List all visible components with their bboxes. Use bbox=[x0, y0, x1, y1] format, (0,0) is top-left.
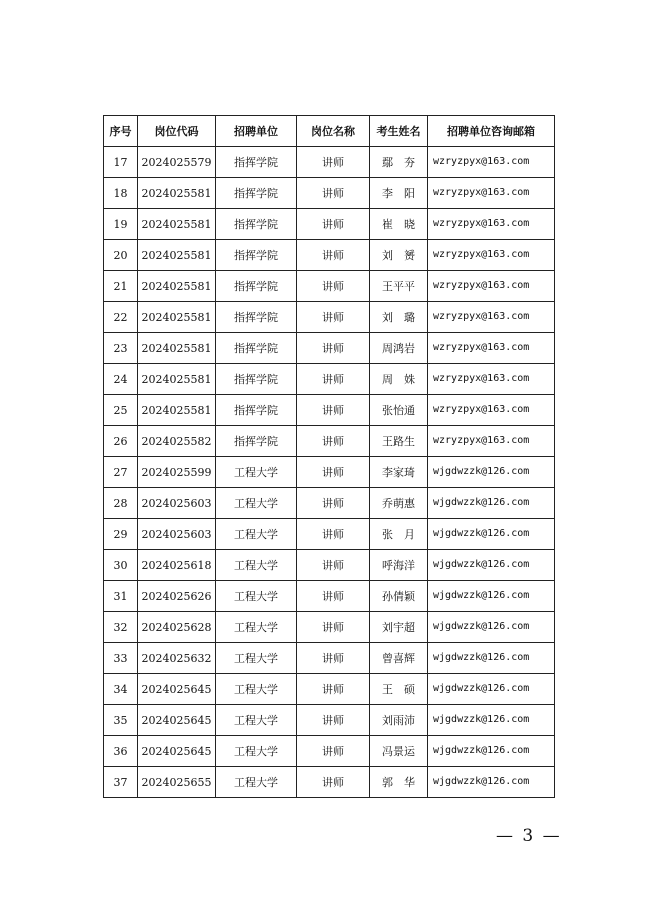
cell-candidate-name: 冯景运 bbox=[370, 736, 428, 767]
cell-contact-email: wzryzpyx@163.com bbox=[428, 333, 555, 364]
cell-candidate-name: 孙倩颖 bbox=[370, 581, 428, 612]
cell-recruiting-unit: 工程大学 bbox=[216, 705, 297, 736]
cell-serial-number: 18 bbox=[104, 178, 138, 209]
cell-position-name: 讲师 bbox=[297, 302, 370, 333]
cell-candidate-name: 刘雨沛 bbox=[370, 705, 428, 736]
cell-position-code: 2024025603 bbox=[138, 519, 216, 550]
cell-recruiting-unit: 工程大学 bbox=[216, 612, 297, 643]
cell-position-name: 讲师 bbox=[297, 612, 370, 643]
cell-position-code: 2024025645 bbox=[138, 705, 216, 736]
cell-position-name: 讲师 bbox=[297, 643, 370, 674]
cell-contact-email: wjgdwzzk@126.com bbox=[428, 767, 555, 798]
table-row bbox=[104, 426, 555, 457]
table-row bbox=[104, 705, 555, 736]
cell-serial-number: 19 bbox=[104, 209, 138, 240]
cell-position-name: 讲师 bbox=[297, 178, 370, 209]
table-row bbox=[104, 178, 555, 209]
table-row bbox=[104, 736, 555, 767]
cell-recruiting-unit: 工程大学 bbox=[216, 674, 297, 705]
table-row bbox=[104, 488, 555, 519]
cell-contact-email: wjgdwzzk@126.com bbox=[428, 736, 555, 767]
cell-serial-number: 23 bbox=[104, 333, 138, 364]
cell-contact-email: wzryzpyx@163.com bbox=[428, 209, 555, 240]
cell-position-name: 讲师 bbox=[297, 333, 370, 364]
cell-position-code: 2024025655 bbox=[138, 767, 216, 798]
cell-serial-number: 33 bbox=[104, 643, 138, 674]
cell-contact-email: wzryzpyx@163.com bbox=[428, 240, 555, 271]
table-row bbox=[104, 550, 555, 581]
page-number: — 3 — bbox=[496, 826, 562, 846]
cell-position-name: 讲师 bbox=[297, 240, 370, 271]
cell-contact-email: wjgdwzzk@126.com bbox=[428, 519, 555, 550]
candidate-table bbox=[103, 115, 555, 798]
cell-position-code: 2024025581 bbox=[138, 240, 216, 271]
table-row bbox=[104, 209, 555, 240]
cell-candidate-name: 李 阳 bbox=[370, 178, 428, 209]
cell-serial-number: 34 bbox=[104, 674, 138, 705]
cell-contact-email: wzryzpyx@163.com bbox=[428, 147, 555, 178]
cell-position-code: 2024025618 bbox=[138, 550, 216, 581]
cell-candidate-name: 张 月 bbox=[370, 519, 428, 550]
cell-position-name: 讲师 bbox=[297, 395, 370, 426]
table-row bbox=[104, 364, 555, 395]
cell-position-name: 讲师 bbox=[297, 271, 370, 302]
cell-serial-number: 32 bbox=[104, 612, 138, 643]
cell-serial-number: 27 bbox=[104, 457, 138, 488]
cell-recruiting-unit: 工程大学 bbox=[216, 581, 297, 612]
table-row bbox=[104, 457, 555, 488]
cell-serial-number: 30 bbox=[104, 550, 138, 581]
cell-recruiting-unit: 指挥学院 bbox=[216, 147, 297, 178]
cell-position-code: 2024025626 bbox=[138, 581, 216, 612]
cell-serial-number: 22 bbox=[104, 302, 138, 333]
cell-contact-email: wjgdwzzk@126.com bbox=[428, 674, 555, 705]
table-row bbox=[104, 612, 555, 643]
cell-candidate-name: 李家琦 bbox=[370, 457, 428, 488]
cell-contact-email: wzryzpyx@163.com bbox=[428, 302, 555, 333]
cell-serial-number: 25 bbox=[104, 395, 138, 426]
cell-candidate-name: 王 硕 bbox=[370, 674, 428, 705]
cell-contact-email: wzryzpyx@163.com bbox=[428, 271, 555, 302]
cell-position-code: 2024025628 bbox=[138, 612, 216, 643]
cell-serial-number: 24 bbox=[104, 364, 138, 395]
header-position-name: 岗位名称 bbox=[297, 116, 370, 147]
cell-contact-email: wzryzpyx@163.com bbox=[428, 426, 555, 457]
cell-recruiting-unit: 工程大学 bbox=[216, 643, 297, 674]
cell-contact-email: wjgdwzzk@126.com bbox=[428, 643, 555, 674]
cell-serial-number: 20 bbox=[104, 240, 138, 271]
cell-candidate-name: 王路生 bbox=[370, 426, 428, 457]
cell-position-code: 2024025581 bbox=[138, 271, 216, 302]
table-row bbox=[104, 271, 555, 302]
cell-position-code: 2024025645 bbox=[138, 674, 216, 705]
cell-serial-number: 31 bbox=[104, 581, 138, 612]
cell-candidate-name: 郭 华 bbox=[370, 767, 428, 798]
cell-position-code: 2024025579 bbox=[138, 147, 216, 178]
cell-recruiting-unit: 工程大学 bbox=[216, 457, 297, 488]
table-row bbox=[104, 767, 555, 798]
candidate-table-container bbox=[103, 115, 554, 798]
cell-position-code: 2024025581 bbox=[138, 364, 216, 395]
cell-recruiting-unit: 指挥学院 bbox=[216, 240, 297, 271]
cell-recruiting-unit: 工程大学 bbox=[216, 488, 297, 519]
cell-candidate-name: 呼海洋 bbox=[370, 550, 428, 581]
cell-contact-email: wjgdwzzk@126.com bbox=[428, 550, 555, 581]
cell-contact-email: wjgdwzzk@126.com bbox=[428, 612, 555, 643]
cell-serial-number: 29 bbox=[104, 519, 138, 550]
cell-position-name: 讲师 bbox=[297, 147, 370, 178]
header-contact-email: 招聘单位咨询邮箱 bbox=[428, 116, 555, 147]
cell-position-name: 讲师 bbox=[297, 426, 370, 457]
cell-candidate-name: 刘 璐 bbox=[370, 302, 428, 333]
cell-candidate-name: 曾喜辉 bbox=[370, 643, 428, 674]
header-recruiting-unit: 招聘单位 bbox=[216, 116, 297, 147]
cell-recruiting-unit: 指挥学院 bbox=[216, 271, 297, 302]
header-position-code: 岗位代码 bbox=[138, 116, 216, 147]
cell-position-code: 2024025581 bbox=[138, 209, 216, 240]
cell-position-name: 讲师 bbox=[297, 581, 370, 612]
cell-candidate-name: 刘 赟 bbox=[370, 240, 428, 271]
cell-position-code: 2024025632 bbox=[138, 643, 216, 674]
cell-recruiting-unit: 工程大学 bbox=[216, 550, 297, 581]
table-row bbox=[104, 240, 555, 271]
cell-candidate-name: 刘宇超 bbox=[370, 612, 428, 643]
cell-position-code: 2024025581 bbox=[138, 178, 216, 209]
cell-serial-number: 26 bbox=[104, 426, 138, 457]
cell-position-code: 2024025599 bbox=[138, 457, 216, 488]
cell-recruiting-unit: 指挥学院 bbox=[216, 426, 297, 457]
cell-contact-email: wzryzpyx@163.com bbox=[428, 178, 555, 209]
cell-contact-email: wjgdwzzk@126.com bbox=[428, 457, 555, 488]
cell-contact-email: wzryzpyx@163.com bbox=[428, 364, 555, 395]
cell-position-code: 2024025581 bbox=[138, 395, 216, 426]
cell-serial-number: 37 bbox=[104, 767, 138, 798]
table-row bbox=[104, 333, 555, 364]
cell-recruiting-unit: 工程大学 bbox=[216, 767, 297, 798]
cell-serial-number: 17 bbox=[104, 147, 138, 178]
cell-position-name: 讲师 bbox=[297, 519, 370, 550]
cell-contact-email: wjgdwzzk@126.com bbox=[428, 581, 555, 612]
cell-recruiting-unit: 指挥学院 bbox=[216, 302, 297, 333]
cell-position-name: 讲师 bbox=[297, 705, 370, 736]
table-row bbox=[104, 395, 555, 426]
cell-position-name: 讲师 bbox=[297, 767, 370, 798]
cell-recruiting-unit: 指挥学院 bbox=[216, 333, 297, 364]
cell-position-code: 2024025603 bbox=[138, 488, 216, 519]
cell-contact-email: wjgdwzzk@126.com bbox=[428, 488, 555, 519]
cell-contact-email: wjgdwzzk@126.com bbox=[428, 705, 555, 736]
cell-serial-number: 36 bbox=[104, 736, 138, 767]
cell-position-name: 讲师 bbox=[297, 488, 370, 519]
cell-serial-number: 28 bbox=[104, 488, 138, 519]
table-row bbox=[104, 643, 555, 674]
cell-position-name: 讲师 bbox=[297, 364, 370, 395]
header-candidate-name: 考生姓名 bbox=[370, 116, 428, 147]
cell-recruiting-unit: 指挥学院 bbox=[216, 209, 297, 240]
cell-position-code: 2024025645 bbox=[138, 736, 216, 767]
cell-recruiting-unit: 工程大学 bbox=[216, 736, 297, 767]
cell-serial-number: 21 bbox=[104, 271, 138, 302]
cell-recruiting-unit: 工程大学 bbox=[216, 519, 297, 550]
table-row bbox=[104, 581, 555, 612]
table-row bbox=[104, 302, 555, 333]
cell-candidate-name: 乔萌惠 bbox=[370, 488, 428, 519]
cell-recruiting-unit: 指挥学院 bbox=[216, 395, 297, 426]
cell-candidate-name: 王平平 bbox=[370, 271, 428, 302]
cell-position-name: 讲师 bbox=[297, 550, 370, 581]
cell-position-code: 2024025581 bbox=[138, 333, 216, 364]
table-row bbox=[104, 519, 555, 550]
cell-candidate-name: 张怡通 bbox=[370, 395, 428, 426]
cell-position-code: 2024025581 bbox=[138, 302, 216, 333]
cell-candidate-name: 鄢 夯 bbox=[370, 147, 428, 178]
cell-candidate-name: 周 姝 bbox=[370, 364, 428, 395]
cell-position-name: 讲师 bbox=[297, 209, 370, 240]
table-row bbox=[104, 147, 555, 178]
table-header-row bbox=[104, 116, 555, 147]
cell-position-name: 讲师 bbox=[297, 736, 370, 767]
cell-position-code: 2024025582 bbox=[138, 426, 216, 457]
table-body bbox=[104, 147, 555, 798]
header-serial-number: 序号 bbox=[104, 116, 138, 147]
cell-candidate-name: 崔 晓 bbox=[370, 209, 428, 240]
cell-recruiting-unit: 指挥学院 bbox=[216, 364, 297, 395]
cell-contact-email: wzryzpyx@163.com bbox=[428, 395, 555, 426]
cell-candidate-name: 周鸿岩 bbox=[370, 333, 428, 364]
cell-recruiting-unit: 指挥学院 bbox=[216, 178, 297, 209]
cell-position-name: 讲师 bbox=[297, 457, 370, 488]
cell-serial-number: 35 bbox=[104, 705, 138, 736]
cell-position-name: 讲师 bbox=[297, 674, 370, 705]
table-row bbox=[104, 674, 555, 705]
